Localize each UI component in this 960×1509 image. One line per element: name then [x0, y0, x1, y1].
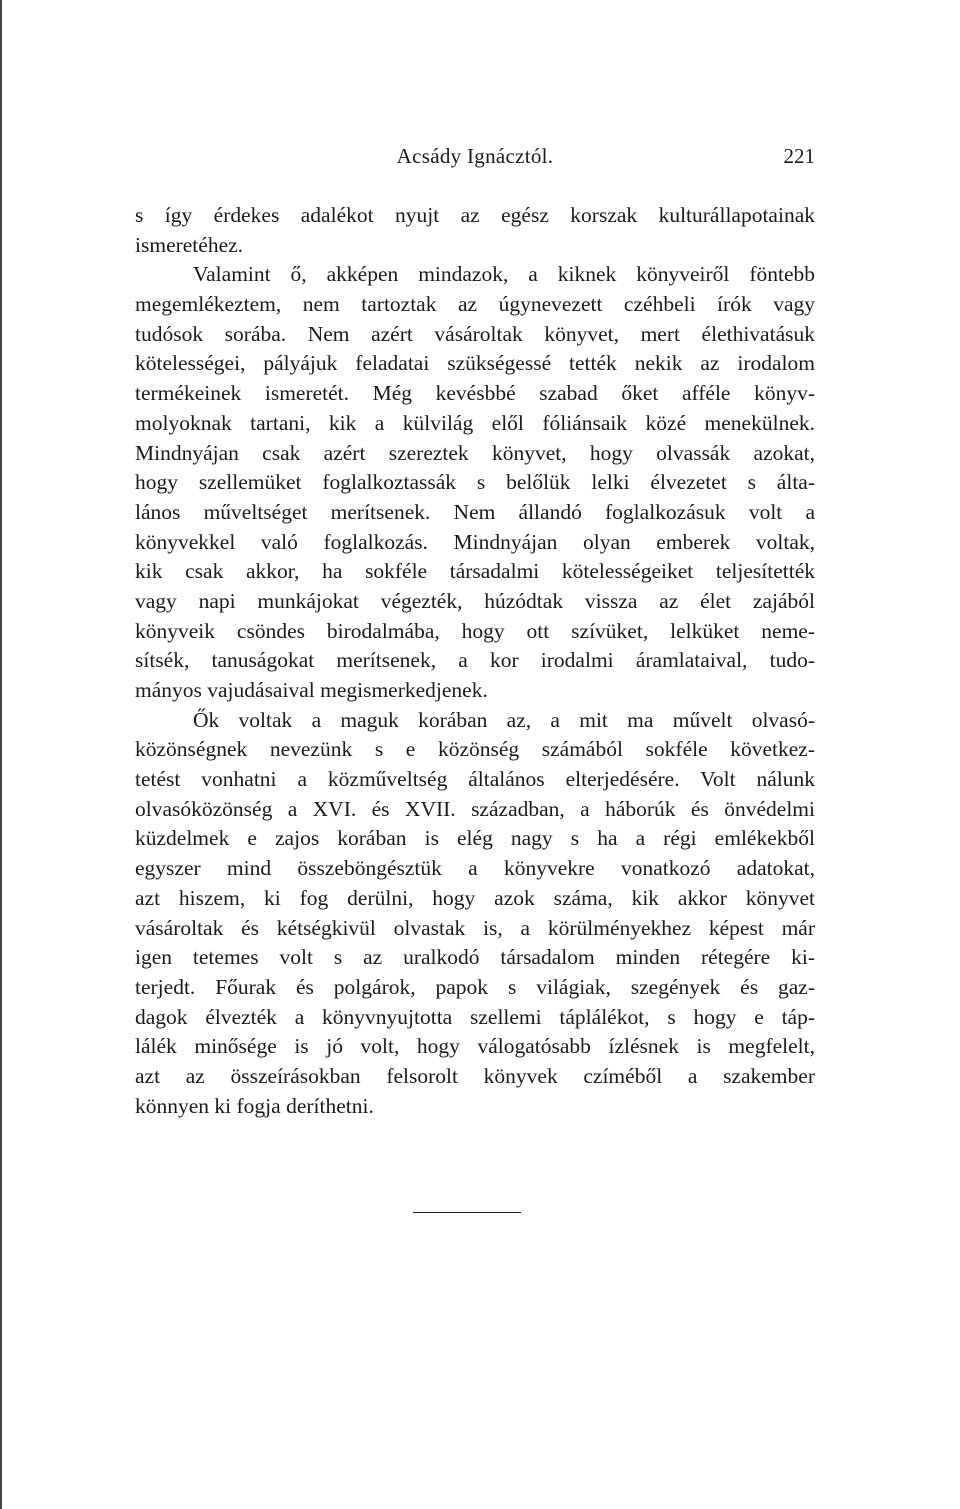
text-line: közönségnek nevezünk s e közönség számából sokféle következ- — [135, 737, 815, 762]
text-line: kötelességei, pályájuk feladatai szükségessé tették nekik az irodalom — [135, 351, 815, 376]
text-line: lános műveltséget merítsenek. Nem állandó foglalkozásuk volt a — [135, 499, 815, 524]
text-line: könyveik csöndes birodalmába, hogy ott szívüket, lelküket neme- — [135, 618, 815, 643]
text-line: s így érdekes adalékot nyujt az egész korszak kulturállapotainak — [135, 203, 815, 227]
text-line: megemlékeztem, nem tartoztak az úgynevezett czéhbeli írók vagy — [135, 292, 815, 317]
text-line: olvasóközönség a XVI. és XVII. században, a háborúk és önvédelmi — [135, 796, 815, 821]
closing-rule — [413, 1212, 521, 1213]
text-line: vagy napi munkájokat végezték, húzódtak vissza az élet zajából — [135, 588, 815, 613]
text-line: azt az összeírásokban felsorolt könyvek czíméből a szakember — [135, 1063, 815, 1088]
text-line: könyvekkel való foglalkozás. Mindnyájan olyan emberek voltak, — [135, 529, 815, 554]
text-line: ismeretéhez. — [135, 232, 244, 257]
text-line: vásároltak és kétségkivül olvastak is, a körülményekhez képest már — [135, 915, 815, 940]
text-line: igen tetemes volt s az uralkodó társadalom minden rétegére ki- — [135, 945, 815, 970]
text-line: tetést vonhatni a közműveltség általános elterjedésére. Volt nálunk — [135, 767, 815, 792]
running-header — [135, 144, 815, 172]
text-line: küzdelmek e zajos korában is elég nagy s ha a régi emlékekből — [135, 826, 815, 851]
text-line: kik csak akkor, ha sokféle társadalmi kötelességeiket teljesítették — [135, 559, 815, 584]
text-line: mányos vajudásaival megismerkedjenek. — [135, 678, 488, 702]
page-number: 221 — [783, 144, 815, 168]
running-title: Acsády Ignácztól. — [396, 144, 554, 168]
text-line: terjedt. Főurak és polgárok, papok s világiak, szegények és gaz- — [135, 974, 815, 999]
text-line: Ők voltak a maguk korában az, a mit ma művelt olvasó- — [193, 707, 815, 732]
text-line: egyszer mind összeböngésztük a könyvekre vonatkozó adatokat, — [135, 856, 815, 881]
text-line: hogy szellemüket foglalkoztassák s belőlük lelki élvezetet s álta- — [135, 470, 815, 495]
text-line: tudósok sorába. Nem azért vásároltak könyvet, mert élethivatásuk — [135, 321, 815, 346]
text-line: sítsék, tanuságokat merítsenek, a kor irodalmi áramlataival, tudo- — [135, 648, 815, 673]
text-line: lálék minősége is jó volt, hogy válogatósabb ízlésnek is megfelelt, — [135, 1034, 815, 1059]
text-line: termékeinek ismeretét. Még kevésbbé szabad őket afféle könyv- — [135, 381, 815, 406]
text-line: Valamint ő, akképen mindazok, a kiknek könyveiről föntebb — [193, 262, 815, 287]
text-line: Mindnyájan csak azért szereztek könyvet, hogy olvassák azokat, — [135, 440, 815, 465]
text-line: azt hiszem, ki fog derülni, hogy azok száma, kik akkor könyvet — [135, 885, 815, 910]
text-line: dagok élvezték a könyvnyujtotta szellemi táplálékot, s hogy e táp- — [135, 1004, 815, 1029]
text-line: könnyen ki fogja deríthetni. — [135, 1093, 374, 1118]
scan-edge — [0, 0, 2, 1509]
text-line: molyoknak tartani, kik a külvilág elől fóliánsaik közé menekülnek. — [135, 410, 815, 435]
body-text — [135, 201, 815, 1121]
